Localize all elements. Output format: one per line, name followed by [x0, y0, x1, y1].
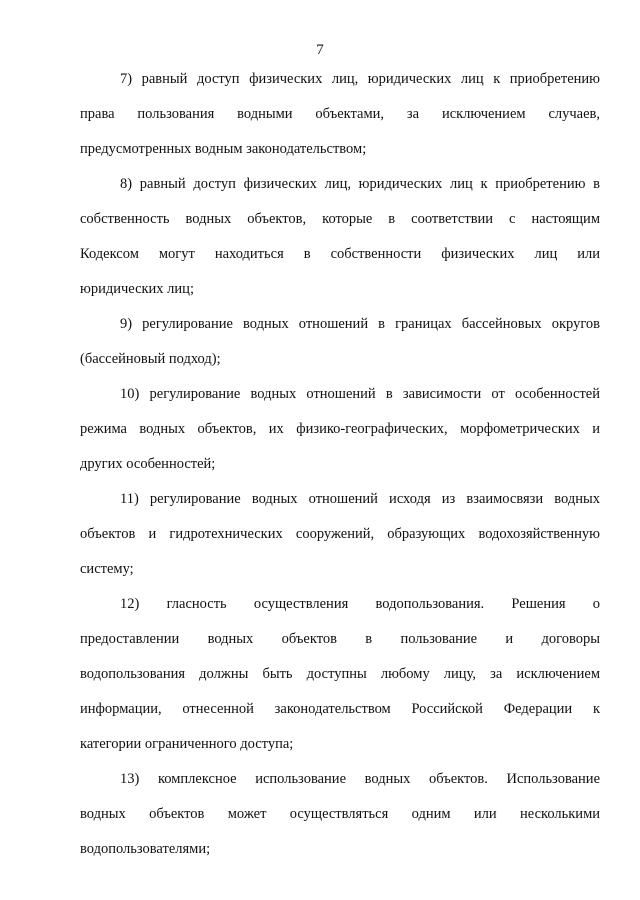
page-number: 7 [316, 42, 324, 58]
paragraph [80, 167, 600, 307]
paragraph [80, 307, 600, 377]
paragraph [80, 587, 600, 762]
paragraph [80, 762, 600, 867]
document-body [80, 62, 600, 867]
paragraph [80, 482, 600, 587]
paragraph-line: (бассейновый подход); [80, 351, 221, 367]
paragraph-line: 12) гласность осуществления водопользования. Решения о [120, 596, 600, 612]
paragraph-line: водопользователями; [80, 841, 211, 857]
paragraph-line: права пользования водными объектами, за исключением случаев, [80, 106, 600, 122]
paragraph-line: 8) равный доступ физических лиц, юридических лиц к приобретению в [120, 176, 600, 192]
paragraph-line: других особенностей; [80, 456, 216, 472]
paragraph-line: водных объектов может осуществляться одним или несколькими [80, 806, 600, 822]
paragraph-line: собственность водных объектов, которые в соответствии с настоящим [80, 211, 600, 227]
paragraph-line: 9) регулирование водных отношений в границах бассейновых округов [120, 316, 600, 332]
paragraph-line: 11) регулирование водных отношений исходя из взаимосвязи водных [120, 491, 600, 507]
paragraph-line: категории ограниченного доступа; [80, 736, 294, 752]
paragraph-line: предусмотренных водным законодательством; [80, 141, 367, 157]
paragraph-line: предоставлении водных объектов в пользование и договоры [80, 631, 600, 647]
paragraph-line: Кодексом могут находиться в собственности физических лиц или [80, 246, 600, 262]
paragraph-line: юридических лиц; [80, 281, 194, 297]
paragraph-line: систему; [80, 561, 134, 577]
paragraph-line: объектов и гидротехнических сооружений, образующих водохозяйственную [80, 526, 600, 542]
paragraph-line: режима водных объектов, их физико-географических, морфометрических и [80, 421, 600, 437]
paragraph-line: водопользования должны быть доступны любому лицу, за исключением [80, 666, 600, 682]
paragraph [80, 377, 600, 482]
paragraph-line: 7) равный доступ физических лиц, юридических лиц к приобретению [120, 71, 600, 87]
paragraph-line: 10) регулирование водных отношений в зависимости от особенностей [120, 386, 600, 402]
paragraph-line: информации, отнесенной законодательством Российской Федерации к [80, 701, 600, 717]
paragraph [80, 62, 600, 167]
paragraph-line: 13) комплексное использование водных объектов. Использование [120, 771, 600, 787]
